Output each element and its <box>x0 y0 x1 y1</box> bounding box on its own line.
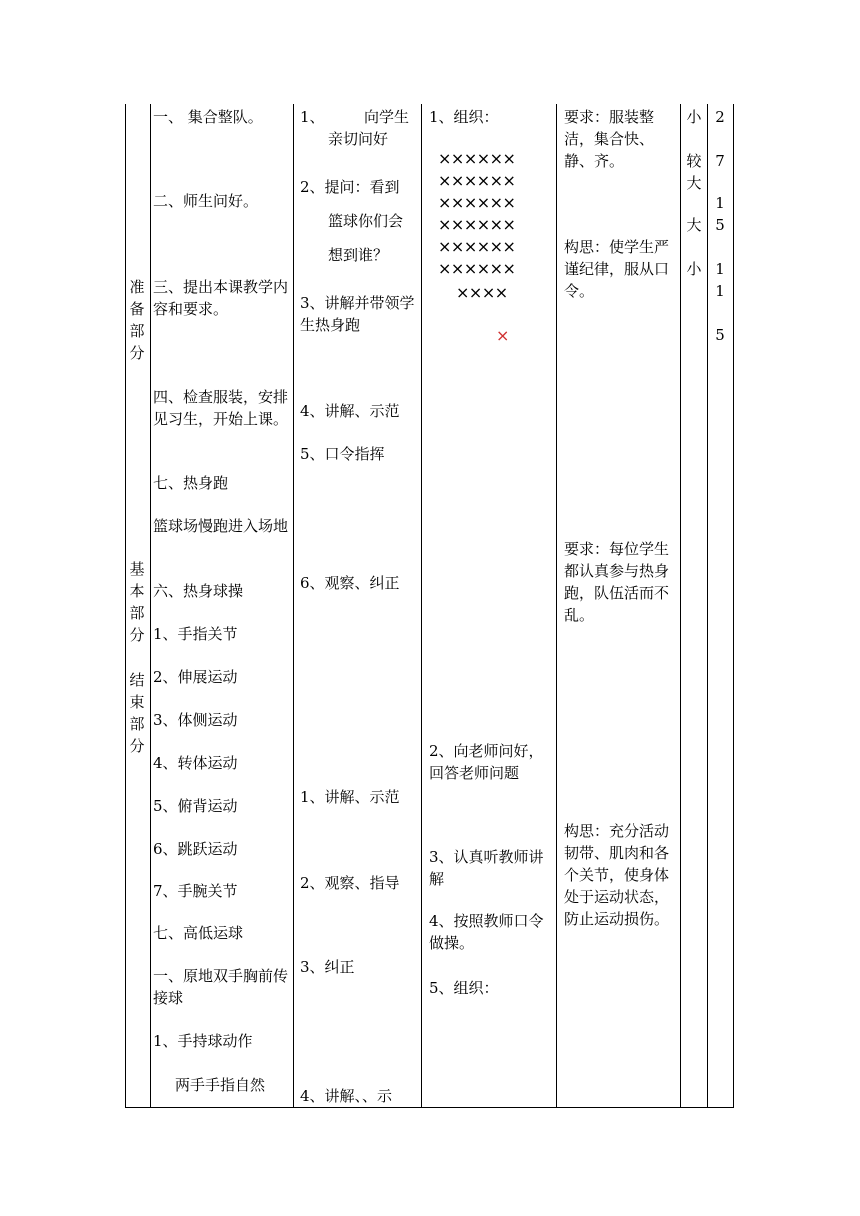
teacher-item: 2、提问：看到 <box>300 178 400 196</box>
column-divider-4 <box>556 104 557 1108</box>
content-item: 三、提出本课教学内容和要求。 <box>153 278 289 318</box>
design-note: 构思：使学生严谨纪律，服从口令。 <box>564 238 670 300</box>
student-item: 3、认真听教师讲解 <box>429 848 544 888</box>
column-divider-1 <box>150 104 151 1108</box>
table-border-bottom <box>125 1107 734 1108</box>
table-border-left <box>125 104 126 1108</box>
column-divider-5 <box>680 104 681 1108</box>
time-digit: 1 <box>715 282 725 300</box>
time-digit: 7 <box>715 152 725 170</box>
section-end-label: 结束部分 <box>129 671 145 755</box>
content-item: 7、手腕关节 <box>153 882 238 900</box>
time-digit: 1 <box>715 194 725 212</box>
intensity-label: 大 <box>686 216 702 234</box>
section-prepare-label: 准备部分 <box>129 278 145 362</box>
time-digit: 1 <box>715 260 725 278</box>
content-item: 4、转体运动 <box>153 754 238 772</box>
content-item: 篮球场慢跑进入场地 <box>153 517 289 535</box>
intensity-label: 小 <box>686 260 702 278</box>
teacher-item: 篮球你们会 <box>328 212 404 230</box>
content-item: 1、手持球动作 <box>153 1032 253 1050</box>
student-item: 4、按照教师口令做操。 <box>429 912 544 952</box>
content-item: 四、检查服装，安排见习生，开始上课。 <box>153 388 289 428</box>
teacher-item: 向学生 <box>364 108 410 126</box>
content-item: 七、热身跑 <box>153 474 229 492</box>
content-item: 6、跳跃运动 <box>153 840 238 858</box>
content-item: 二、师生问好。 <box>153 192 259 210</box>
content-item: 六、热身球操 <box>153 582 244 600</box>
intensity-label: 较大 <box>686 152 702 192</box>
teacher-item: 3、讲解并带领学生热身跑 <box>300 294 415 334</box>
formation-row: ×××× <box>456 283 508 302</box>
formation-row: ×××××× <box>438 215 516 234</box>
formation-row: ×××××× <box>438 237 516 256</box>
content-item: 5、俯背运动 <box>153 797 238 815</box>
content-item: 3、体侧运动 <box>153 711 238 729</box>
teacher-item: 5、口令指挥 <box>300 445 385 463</box>
teacher-item: 4、讲解、示范 <box>300 402 400 420</box>
time-digit: 2 <box>715 108 725 126</box>
content-item: 一、 集合整队。 <box>153 108 263 126</box>
student-item: 1、组织： <box>429 108 499 126</box>
teacher-item: 1、 <box>300 108 325 126</box>
intensity-label: 小 <box>686 108 702 126</box>
student-item: 5、组织： <box>429 979 499 997</box>
teacher-position-mark: × <box>496 326 510 345</box>
content-item: 一、原地双手胸前传接球 <box>153 967 289 1007</box>
teacher-item: 亲切问好 <box>328 130 389 148</box>
content-item: 两手手指自然 <box>175 1076 266 1094</box>
teacher-item: 6、观察、纠正 <box>300 574 400 592</box>
teacher-item: 1、讲解、示范 <box>300 788 400 806</box>
content-item: 2、伸展运动 <box>153 668 238 686</box>
content-item: 1、手指关节 <box>153 625 238 643</box>
time-digit: 5 <box>715 326 725 344</box>
formation-row: ×××××× <box>438 259 516 278</box>
requirement-note: 要求：服装整洁，集合快、静、齐。 <box>564 108 655 170</box>
formation-row: ×××××× <box>438 193 516 212</box>
column-divider-3 <box>421 104 422 1108</box>
teacher-item: 想到谁？ <box>328 246 389 264</box>
column-divider-6 <box>707 104 708 1108</box>
teacher-item: 2、观察、指导 <box>300 874 400 892</box>
content-item: 七、高低运球 <box>153 924 244 942</box>
table-border-right <box>733 104 734 1108</box>
formation-row: ×××××× <box>438 171 516 190</box>
teacher-item: 4、讲解、、示 <box>300 1087 393 1105</box>
requirement-note: 要求：每位学生都认真参与热身跑，队伍活而不乱。 <box>564 540 670 624</box>
student-item: 2、向老师问好，回答老师问题 <box>429 742 544 782</box>
section-basic-label: 基本部分 <box>129 560 145 644</box>
teacher-item: 3、纠正 <box>300 958 355 976</box>
formation-row: ×××××× <box>438 149 516 168</box>
column-divider-2 <box>293 104 294 1108</box>
time-digit: 5 <box>715 216 725 234</box>
design-note: 构思：充分活动韧带、肌肉和各个关节，使身体处于运动状态，防止运动损伤。 <box>564 822 670 928</box>
